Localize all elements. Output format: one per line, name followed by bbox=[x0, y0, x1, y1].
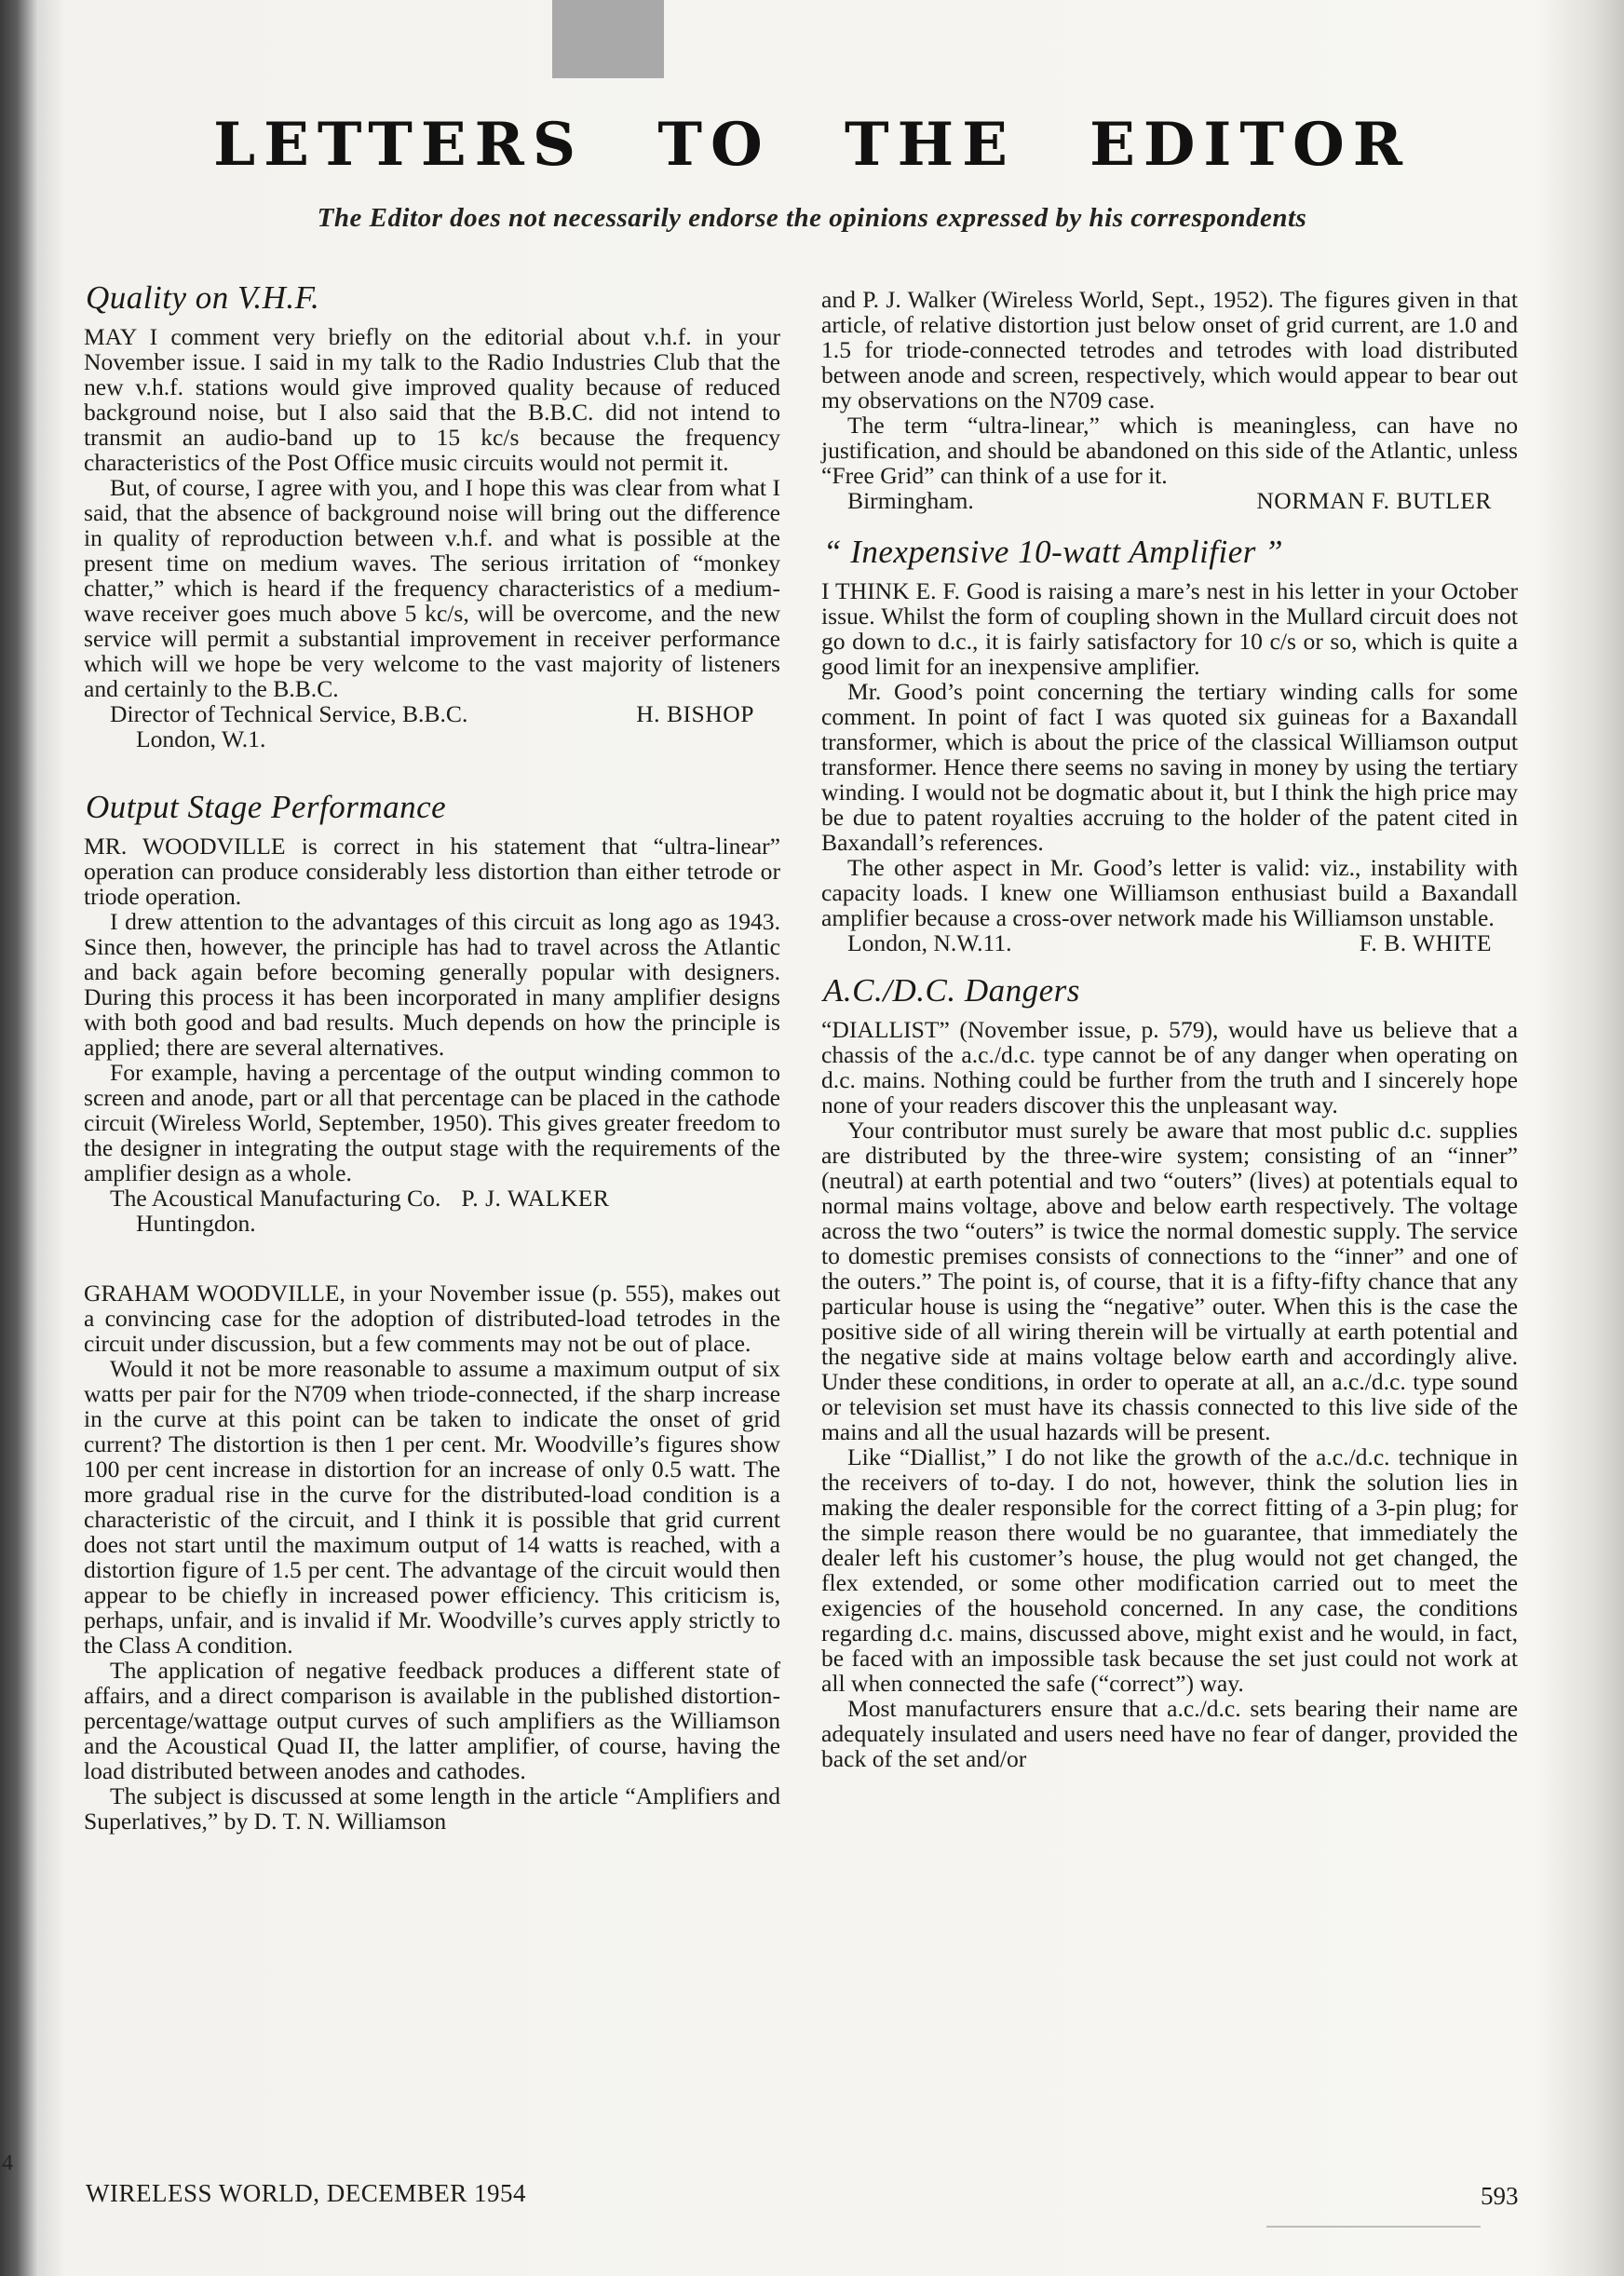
letter-paragraph: MR. WOODVILLE is correct in his statement that “ultra-linear” operation can produce considerably less distortion than either tetrode or triode operation. bbox=[84, 833, 780, 910]
letter-paragraph: Most manufacturers ensure that a.c./d.c. sets bearing their name are adequately insulated and users need have no fear of danger, provided the back of the set and/or bbox=[821, 1695, 1518, 1772]
letter-paragraph: GRAHAM WOODVILLE, in your November issue (p. 555), makes out a convincing case for the adoption of distributed-load tetrodes in the circuit under discussion, but a few comments may not be out of place. bbox=[84, 1280, 780, 1357]
signature-place: London, N.W.11. bbox=[847, 929, 1012, 956]
letter-paragraph: For example, having a percentage of the output winding common to screen and anode, part or all that percentage can be placed in the cathode circuit (Wireless World, September, 1950). This gives greater freedom to the designer in integrating the output stage with the requirements of the amplifier design as a whole. bbox=[84, 1059, 780, 1186]
letter-signature bbox=[84, 701, 780, 726]
letter-woodville-reply bbox=[84, 1280, 780, 1834]
letter-signature bbox=[84, 1185, 780, 1211]
letter-paragraph: But, of course, I agree with you, and I hope this was clear from what I said, that the absence of background noise will bring out the difference in quality of reproduction between v.h.f. and what is possible at the present time on medium waves. The serious irritation of “monkey chatter,” which is heard if the frequency characteristics of a medium-wave receiver goes much above 5 kc/s, will be overcome, and the new service will permit a substantial improvement in receiver performance which will we hope be very welcome to the vast majority of listeners and certainly to the B.B.C. bbox=[84, 474, 780, 702]
letter-paragraph: The term “ultra-linear,” which is meaningless, can have no justification, and should be abandoned on this side of the Atlantic, unless “Free Grid” can think of a use for it. bbox=[821, 412, 1518, 489]
printed-tab-mark bbox=[552, 0, 664, 78]
letter-paragraph: Mr. Good’s point concerning the tertiary winding calls for some comment. In point of fact I was quoted six guineas for a Baxandall transformer, which is about the price of the classical Williamson output transformer. Hence there seems no saving in money by using the tertiary winding. I would not be dogmatic about it, but I think the high price may be due to patent royalties accruing to the holder of the patent cited in Baxandall’s references. bbox=[821, 678, 1518, 856]
letter-inexpensive-amplifier bbox=[821, 534, 1518, 955]
letter-paragraph: I drew attention to the advantages of this circuit as long ago as 1943. Since then, however, the principle has had to travel across the Atlantic and back again before becoming generally popular with designers. During this process it has been incorporated in many amplifier designs with both good and bad results. Much depends on how the principle is applied; there are several alternatives. bbox=[84, 908, 780, 1061]
letter-paragraph: Your contributor must surely be aware that most public d.c. supplies are distributed by the three-wire system; consisting of an “inner” (neutral) at earth potential and two “outers” (lives) at potentials equal to normal mains voltage, above and below earth respectively. The voltage across the two “outers” is twice the normal domestic supply. The service to domestic premises consists of connections to the “inner” and one of the outers.” The point is, of course, that it is a fifty-fifty chance that any particular house is using the “negative” outer. When this is the case the positive side of all wiring therein will be virtually at earth potential and the negative side at mains voltage below earth and accordingly alive. Under these conditions, in order to operate at all, an a.c./d.c. type sound or television set must have its chassis connected to this live side of the mains and all the usual hazards will be present. bbox=[821, 1117, 1518, 1445]
letter-quality-vhf bbox=[84, 279, 780, 752]
letter-paragraph: Like “Diallist,” I do not like the growth of the a.c./d.c. technique in the receivers of to-day. I do not, however, think the solution lies in making the dealer responsible for the correct fitting of a 3-pin plug; for the simple reason there would be no guarantee, that immediately the dealer left his customer’s house, the plug would not get changed, the flex extended, or some other modification carried out to meet the exigencies of the household concerned. In any case, the conditions regarding d.c. mains, discussed above, might exist and he would, in fact, be faced with an impossible task because the set just could not work at all when connected the safe (“correct”) way. bbox=[821, 1443, 1518, 1697]
page-title: LETTERS TO THE EDITOR bbox=[213, 110, 1411, 180]
signature-name: F. B. WHITE bbox=[1359, 929, 1492, 956]
letter-signature bbox=[821, 930, 1518, 955]
signature-place: London, W.1. bbox=[136, 725, 266, 752]
signature-name: H. BISHOP bbox=[636, 700, 754, 727]
letter-paragraph: I THINK E. F. Good is raising a mare’s nest in his letter in your October issue. Whilst the form of coupling shown in the Mullard circuit does not go down to d.c., it is fairly satisfactory for 10 c/s or so, which is quite a good limit for an inexpensive amplifier. bbox=[821, 577, 1518, 680]
letter-heading: Quality on V.H.F. bbox=[86, 279, 320, 316]
letter-paragraph: MAY I comment very briefly on the editorial about v.h.f. in your November issue. I said in my talk to the Radio Industries Club that the new v.h.f. stations would give improved quality because of reduced background noise, but I also said that the B.B.C. did not intend to transmit an audio-band up to 15 kc/s because the frequency characteristics of the Post Office music circuits would not permit it. bbox=[84, 323, 780, 476]
letter-paragraph: The subject is discussed at some length in the article “Amplifiers and Superlatives,” by D. T. N. Williamson bbox=[84, 1782, 780, 1835]
letter-heading: Output Stage Performance bbox=[86, 789, 447, 825]
signature-name: NORMAN F. BUTLER bbox=[1256, 487, 1492, 514]
letter-output-stage bbox=[84, 789, 780, 1236]
letter-heading: A.C./D.C. Dangers bbox=[823, 972, 1080, 1009]
footer-page-number: 593 bbox=[1481, 2182, 1519, 2210]
letter-heading: “ Inexpensive 10-watt Amplifier ” bbox=[823, 534, 1284, 570]
signature-name: P. J. WALKER bbox=[461, 1185, 610, 1212]
footer-publication: WIRELESS WORLD, DECEMBER 1954 bbox=[86, 2179, 526, 2207]
letter-paragraph: “DIALLIST” (November issue, p. 579), would have us believe that a chassis of the a.c./d.c. type cannot be of any danger when operating on d.c. mains. Nothing could be further from the truth and I sincerely hope none of your readers discover this the unpleasant way. bbox=[821, 1016, 1518, 1118]
letter-paragraph: and P. J. Walker (Wireless World, Sept., 1952). The figures given in that article, of relative distortion just below onset of grid current, are 1.0 and 1.5 for triode-connected tetrodes and tetrodes with load distributed between anode and screen, respectively, which would appear to bear out my observations on the N709 case. bbox=[821, 286, 1518, 413]
letter-acdc-dangers bbox=[821, 972, 1518, 1771]
footer-rule bbox=[1266, 2226, 1481, 2228]
letter-paragraph: The other aspect in Mr. Good’s letter is valid: viz., instability with capacity loads. I knew one Williamson enthusiast build a Baxandall amplifier because a cross-over network made his Williamson unstable. bbox=[821, 854, 1518, 931]
signature-place: Huntingdon. bbox=[136, 1210, 256, 1237]
letter-signature bbox=[821, 488, 1518, 513]
letter-paragraph: Would it not be more reasonable to assume a maximum output of six watts per pair for the N709 when triode-connected, if the sharp increase in the curve at this point can be taken to indicate the onset of grid current? The distortion is then 1 per cent. Mr. Woodville’s figures show 100 per cent increase in distortion for an increase of only 0.5 watt. The more gradual rise in the curve for the distributed-load condition is a characteristic of the circuit, and I think it is possible that grid current does not start until the maximum output of 14 watts is reached, with a distortion figure of 1.5 per cent. The advantage of the circuit would then appear to be chiefly in increased power efficiency. This criticism is, perhaps, unfair, and is invalid if Mr. Woodville’s curves apply strictly to the Class A condition. bbox=[84, 1355, 780, 1659]
page-subtitle: The Editor does not necessarily endorse the opinions expressed by his correspondents bbox=[317, 203, 1307, 233]
margin-page-fragment: 4 bbox=[2, 2151, 13, 2175]
letter-paragraph: The application of negative feedback produces a different state of affairs, and a direct comparison is available in the published distortion-percentage/wattage output curves of such amplifiers as the Williamson and the Acoustical Quad II, the latter amplifier, of course, having the load distributed between anodes and cathodes. bbox=[84, 1657, 780, 1784]
signature-role: Director of Technical Service, B.B.C. bbox=[110, 700, 468, 727]
right-column bbox=[821, 287, 1518, 1771]
signature-org: The Acoustical Manufacturing Co. bbox=[110, 1185, 441, 1212]
left-column bbox=[84, 279, 780, 1834]
signature-place: Birmingham. bbox=[847, 487, 974, 514]
letter-woodville-reply-continued bbox=[821, 287, 1518, 513]
